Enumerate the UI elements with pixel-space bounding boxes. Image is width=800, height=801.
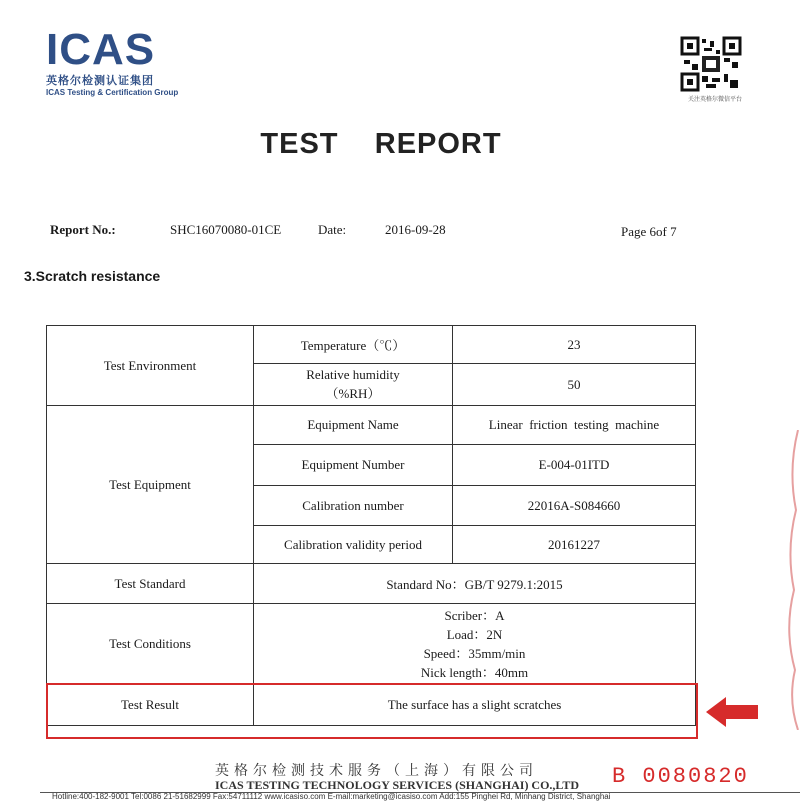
standard-label: Test Standard	[47, 564, 254, 604]
section-title: 3.Scratch resistance	[24, 268, 161, 284]
company-name-en: ICAS Testing & Certification Group	[46, 88, 179, 97]
environment-label: Test Environment	[47, 326, 254, 406]
calibration-number-value: 22016A-S084660	[453, 486, 696, 526]
calibration-number-label: Calibration number	[254, 486, 453, 526]
result-label: Test Result	[47, 684, 254, 726]
humidity-label-line2: （%RH）	[325, 386, 381, 401]
result-value: The surface has a slight scratches	[254, 684, 696, 726]
footer-company-en: ICAS TESTING TECHNOLOGY SERVICES (SHANGHAI) CO.,LTD	[215, 778, 580, 792]
temperature-value: 23	[453, 326, 696, 364]
date-label: Date:	[318, 222, 347, 237]
qr-code-icon	[680, 36, 742, 92]
condition-nick-length: Nick length：40mm	[420, 664, 529, 680]
table-row	[47, 326, 696, 364]
temperature-label: Temperature（℃）	[254, 326, 453, 364]
equipment-number-label: Equipment Number	[254, 445, 453, 486]
date-value: 2016-09-28	[385, 222, 446, 237]
page-number: Page 6of 7	[621, 224, 677, 239]
company-name-cn: 英格尔检测认证集团	[46, 74, 154, 87]
serial-number: B 0080820	[612, 764, 749, 789]
condition-speed: Speed：35mm/min	[423, 645, 526, 661]
arrow-left-icon	[706, 697, 758, 727]
table-row	[47, 406, 696, 445]
standard-value: Standard No：GB/T 9279.1:2015	[254, 564, 696, 604]
humidity-label-line1: Relative humidity	[306, 367, 400, 382]
edge-seal-mark	[780, 430, 800, 730]
result-highlight-box	[46, 683, 698, 739]
logo-wordmark: ICAS	[46, 25, 156, 74]
equipment-label: Test Equipment	[47, 406, 254, 564]
scratch-resistance-table	[46, 325, 696, 726]
conditions-label: Test Conditions	[47, 604, 254, 684]
icas-logo	[46, 25, 179, 97]
humidity-value: 50	[453, 364, 696, 406]
condition-load: Load：2N	[446, 626, 503, 642]
report-no-value: SHC16070080-01CE	[170, 222, 282, 237]
footer-company-cn: 英格尔检测技术服务（上海）有限公司	[215, 763, 538, 779]
calibration-validity-value: 20161227	[453, 526, 696, 564]
humidity-label	[254, 364, 453, 406]
report-no-label: Report No.:	[50, 222, 116, 237]
equipment-number-value: E-004-01ITD	[453, 445, 696, 486]
table-row	[47, 604, 696, 684]
equipment-name-label: Equipment Name	[254, 406, 453, 445]
calibration-validity-label: Calibration validity period	[254, 526, 453, 564]
qr-caption: 关注英格尔微信平台	[687, 96, 742, 103]
table-row	[47, 564, 696, 604]
condition-scriber: Scriber：A	[444, 607, 505, 623]
footer-contact: Hotline:400-182-9001 Tel:0086 21-51682999 Fax:54711112 www.icasiso.com E-mail:marketing@icasiso.com Add:155 Pinghei Rd, Minhang District, Shanghai	[52, 792, 611, 801]
equipment-name-value: Linear friction testing machine	[453, 406, 696, 445]
page-title: TEST REPORT	[260, 128, 502, 160]
conditions-value	[254, 604, 696, 684]
